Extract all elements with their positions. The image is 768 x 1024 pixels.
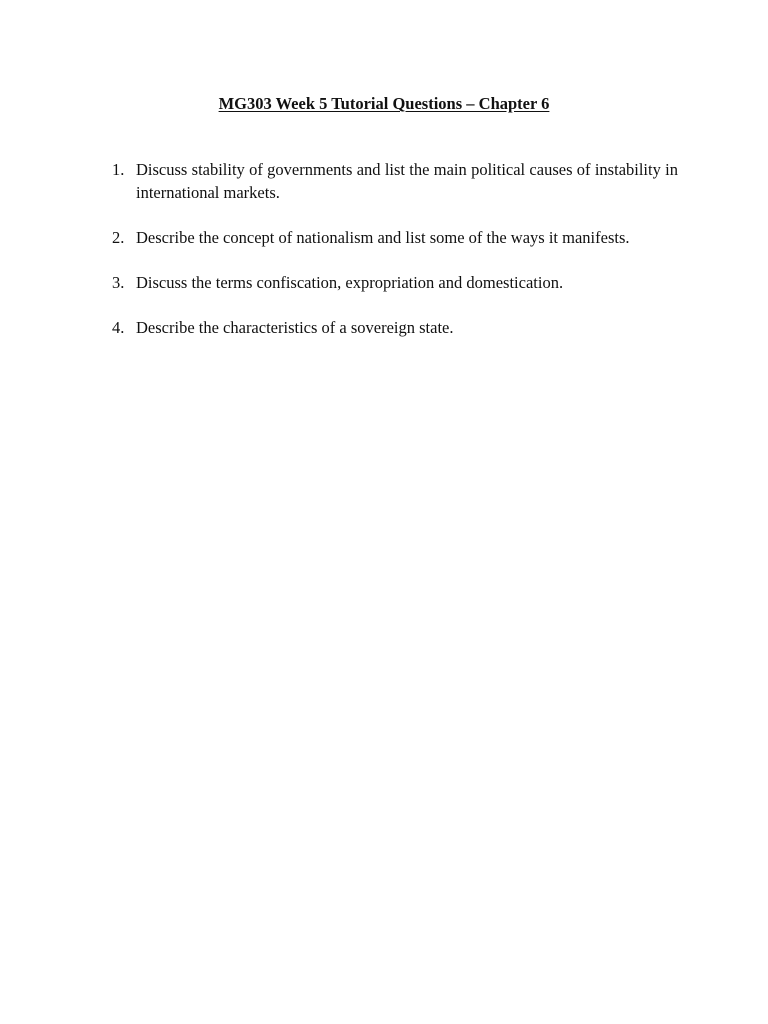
- question-item: [112, 316, 678, 339]
- question-text: Discuss stability of governments and list the main political causes of instability in international markets.: [136, 160, 678, 202]
- question-item: [112, 226, 678, 249]
- question-number: 2.: [112, 228, 125, 247]
- question-number: 3.: [112, 273, 125, 292]
- question-text: Describe the characteristics of a sovereign state.: [136, 318, 454, 337]
- question-item: [112, 271, 678, 294]
- document-title: MG303 Week 5 Tutorial Questions – Chapter 6: [218, 94, 550, 113]
- question-list: [112, 158, 678, 361]
- question-number: 4.: [112, 318, 125, 337]
- question-number: 1.: [112, 160, 125, 179]
- question-item: [112, 158, 678, 204]
- question-text: Discuss the terms confiscation, expropriation and domestication.: [136, 273, 564, 292]
- question-text: Describe the concept of nationalism and list some of the ways it manifests.: [136, 228, 630, 247]
